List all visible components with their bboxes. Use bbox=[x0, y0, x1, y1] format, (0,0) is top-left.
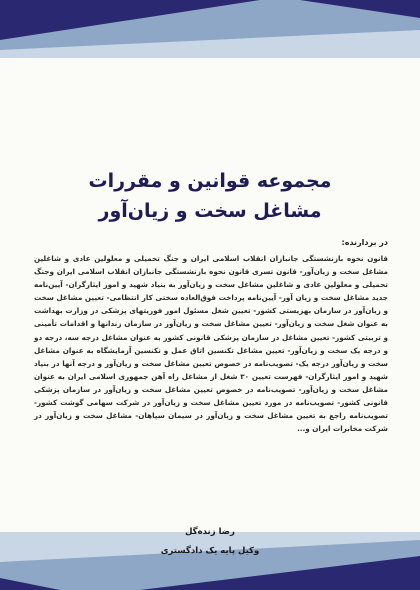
book-title-line-2: مشاغل سخت و زیان‌آور bbox=[98, 200, 322, 222]
bottom-diagonal-band bbox=[0, 532, 420, 590]
author-title: وکیل پایه یک دادگستری bbox=[160, 546, 260, 556]
contents-description: قانون نحوه بازنشستگی جانبازان انقلاب اسلامی ایران و جنگ تحمیلی و معلولین عادی و شاغلین مشاغل سخت و زیان‌آور- قانون تسری قانون نحوه بازنشستگی جانبازان انقلاب اسلامی ایران وجنگ تحمیلی و معلولین عادی و شاغلین مشاغل سخت و زیان‌آور به بنیاد شهید و امور ایثارگران- آیین‌نامه جدید مشاغل سخت و زیان آور- آیین‌نامه پرداخت فوق‌العاده سختی کار انتظامی- تعیین مشاغل سخت و زیان‌آور در سازمان بهزیستی کشور- تعیین شغل مسئول امور فوریتهای پزشکی در وزارت بهداشت به عنوان شغل سخت و زیان‌آور- تعیین مشاغل سخت و زیان‌آور در سازمان زندانها و اقدامات تأمینی و تربیتی کشور- تعیین مشاغل در سازمان پزشکی قانونی کشور به عنوان مشاغل درجه سه، درجه دو و درجه یک سخت و زیان‌آور- تعیین مشاغل تکنسین اتاق عمل و تکنسین آزمایشگاه به عنوان مشاغل سخت و زیان‌آور درجه یک- تصویب‌نامه در خصوص تعیین مشاغل سخت و زیان‌آور و درجه آنها در بنیاد شهید و امور ایثارگران- فهرست تعیین ۳۰ شغل از مشاغل راه آهن جمهوری اسلامی ایران به عنوان مشاغل سخت و زیان‌آور- تصویب‌نامه در خصوص تعیین مشاغل سخت و زیان‌آور در سازمان پزشکی قانونی کشور- تصویب‌نامه در مورد تعیین مشاغل سخت و زیان‌آور در شرکت سهامی گوشت کشور- تصویب‌نامه راجع به تعیین مشاغل سخت و زیان‌آور در سیمان سپاهان- مشاغل سخت و زیان‌آور در شرکت مخابرات ایران و... bbox=[34, 254, 388, 434]
author-name: رضا زنده‌گل bbox=[185, 527, 235, 537]
contents-intro-label: در بردارنده: bbox=[341, 238, 388, 247]
top-diagonal-band bbox=[0, 0, 420, 58]
book-title-line-1: مجموعه قوانین و مقررات bbox=[88, 170, 332, 192]
